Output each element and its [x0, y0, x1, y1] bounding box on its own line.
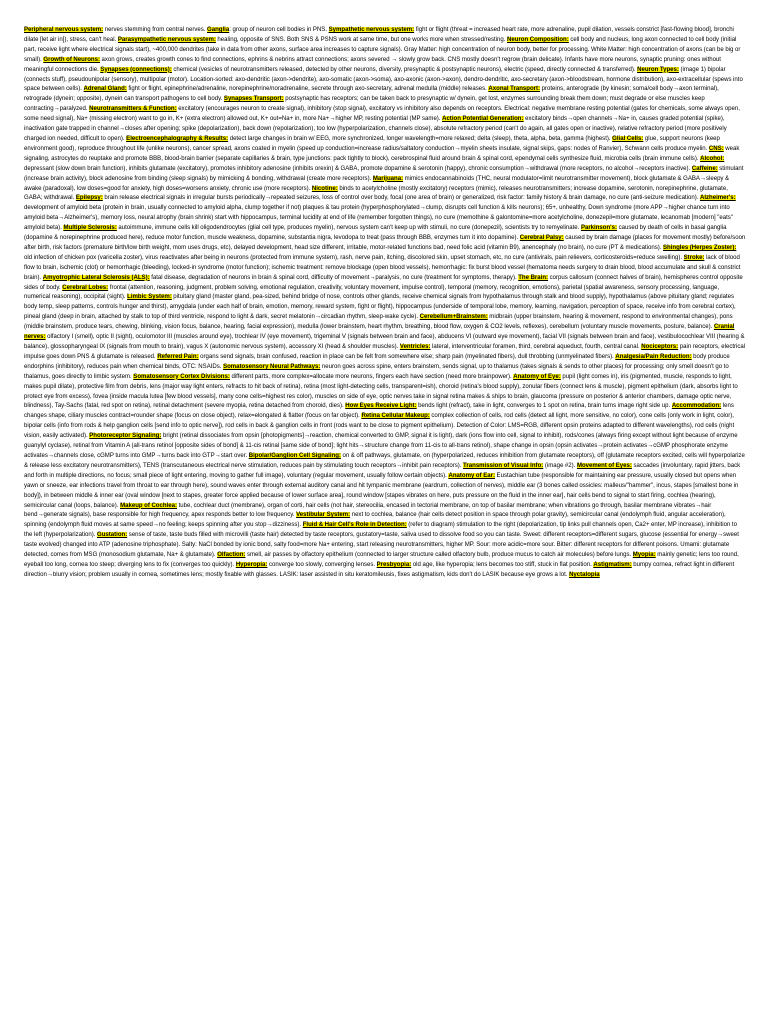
term-description: proteins, anterograde (by kinesin; soma/cell body→axon terminal), retrograde (dynein; opposite), dynein can transport pathogens to cell body.	[24, 86, 719, 103]
term-description: postsynaptic has receptors; can be taken back to presynaptic w/ dynein, get lost, enzymes surrounding break them down; must degrade or else muscles keep contracting→paralyzed.	[24, 96, 705, 113]
term-description: (image #2).	[543, 462, 577, 469]
term-description: corpus callosum (connect halves of brain), hemispheres control opposite sides of body.	[24, 274, 743, 291]
highlighted-term: Axonal Transport:	[488, 86, 541, 93]
highlighted-term: Adrenal Gland:	[83, 86, 127, 93]
term-description: nerves stemming from central nerves.	[103, 27, 208, 33]
term-description: glue, support neurons (keep environment good), reproduce throughout life (unlike neurons), cancer spread, axons coated in myelin (speed up conduction=increase radius/saltatory conduction→myelin sheets insulate, signal skips, gaps: nodes of Ranvier), Schwann cells produce myelin.	[24, 135, 720, 152]
highlighted-term: Ganglia	[207, 27, 230, 33]
highlighted-term: Olfaction:	[217, 552, 246, 559]
highlighted-term: Caffeine:	[691, 165, 718, 172]
highlighted-term: Epilepsy:	[75, 195, 103, 202]
term-description: frontal (attention, reasoning, judgment, problem solving, emotional regulation, creativity, voluntary movement, impulse control), temporal (memory, recognition, emotions), parietal (spatial awareness, sensory processing, language, numerical reasoning), occipital (sight).	[24, 284, 720, 301]
highlighted-term: Shingles (Herpes Zoster):	[663, 244, 737, 251]
term-description: olfactory I (smell), optic II (sight), oculomotor III (muscles around eye), trochlear IV (eye movement), trigeminal V (signals between brain and face), abducens VI (outward eye movement), facial VII (signals between brain and face), vestibulocochlear VIII (hearing & balance), glossopharyngeal IX (signals from mouth to brain), vagus X (autonomic nervous system), accessory XI (head & shoulder muscles).	[24, 334, 745, 350]
highlighted-term: Neuron Types:	[637, 66, 679, 73]
term-description: lens changes shape, ciliary muscles contract=rounder shape (focus on close object), relax=elongated & flatter (focus on far object).	[24, 403, 734, 420]
highlighted-term: Bipolar/Ganglion Cell Signaling:	[248, 452, 341, 459]
highlighted-term: Nociceptors:	[641, 344, 679, 350]
highlighted-term: Nicotine:	[311, 185, 338, 192]
highlighted-term: Action Potential Generation:	[442, 116, 524, 123]
highlighted-term: Parasympathetic nervous system:	[117, 36, 216, 43]
highlighted-term: Anatomy of Eye:	[513, 373, 561, 380]
term-description: (refer to diagram) stimulation to the right (depolarization, tip links pull channels open, Ca2+ enter, MP increase), inhibition to the left (hyperpolarization).	[24, 522, 737, 539]
term-description: caused by brain damage (places for movement mostly) before/soon after birth, risk factors (premature birth/low birth weight, mom uses drugs, etc), delayed development, head size different, irritable, motor-related functions bad, need folic acid (vitamin B9), anencephaly (no brain), no cure (PT & medications).	[24, 235, 746, 251]
term-description: (image 1) bipolar (connects stuff), pseudounipolar (sensory), multipolar (motor). Location-sorted: axo-dendritic (axon->dendrite), axo-somatic (axon->soma), axo-axonic (axon->axon), dendro-dendritic, axo-secretary (axon->bloodstream, hormone distribution), axo-extracellular (spews into space between cells).	[24, 66, 743, 93]
term-description: bumpy cornea, refract light in different direction→blurry vision; problem usually in cornea, sometimes lens; mostly fixable with glasses. LASIK: laser assisted in situ keratomileusis, fixes astigmatism, kids don't do LASIK because eye grows a lot.	[24, 561, 735, 578]
term-description: mimics endocannabinoids (THC, neural modulator=limit neurotransmitter movement), block glutamate & GABA→sleepy & awake (paradoxal), low doses=good for anxiety, high doses=worsens anxiety, chronic use (more receptors).	[24, 175, 730, 192]
highlighted-term: Cerebral Lobes:	[62, 284, 109, 291]
highlighted-term: Parkinson's:	[580, 225, 617, 232]
highlighted-term: Somatosensory Cortex Divisions:	[133, 373, 230, 380]
highlighted-term: Gustation:	[96, 532, 128, 539]
term-description: next to cochlea, balance (hair cells detect position in space through polar gravity), semicircular canal (endolymph fluid, angular acceleration), spinning (endolymph fluid moves at same speed→no feeling; keeps spinning after you stop→dizziness).	[24, 512, 726, 529]
term-description: axon grows, creates growth cones to find connections, ephrins & nebrins attract connections; axons severed → slowly grow back. CNS mostly doesn't regrow (brain delicate). Infants have more neurons, synaptic pruning: ones without meaningful connections die.	[24, 56, 721, 73]
term-description: development of amyloid beta (protein in brain, usually connected to amyloid alpha, clump together if not) plaques & tau protein (hyperphosphorylated→clump, disrupts cell function & kills neurons); 65+, unhealthy, Down syndrome (more APP→higher chance turn into amyloid beta→Alzheimer's), memory loss, neural atrophy (brain shrink) start with hippocampus, terminal lucidity at end of life (remember forgotten things), no cure (memothine & galontomine=more acetylcholine, donezepil=more glutamate, lecanomab [modern] "eats" amyloid beta).	[24, 205, 733, 232]
term-description: lateral, interventricular foramen, third, cerebral aqueduct, fourth, central canal.	[430, 344, 642, 350]
term-description: binds to acetylcholine (mostly excitatory) receptors (mimic), releases neurotransmitters; increase dopamine, serotonin, norepinephrine, glutamate, GABA; withdrawal.	[24, 185, 728, 202]
term-description: bends light (refract), take in light, converges to 1 spot on retina, brain turns image right side up.	[416, 403, 672, 410]
highlighted-term: Electroencephalography & Results:	[126, 135, 229, 142]
term-description: brain release electrical signals in irregular bursts periodically→repeated seizures, loss of control over body, focal (one area of brain) or generalized, risk factor: family history & brain damage, no cure (anti-seizure medication).	[102, 195, 700, 202]
highlighted-term: Cerebral Palsy:	[519, 235, 564, 242]
term-description: excitatory (encourages neuron to create signal), inhibitory (stop signal), excitatory vs inhibitory also depends on receptors. Electrical: negative membrane resting potential (gates for chemicals, some always open, some need signal), Na+ (missing electron) want to go in, K+ (extra electron) allowed out, K+ out=Na+ in, more Na+→higher MP, resting potential (MP same).	[24, 106, 740, 123]
highlighted-term: Cranial nerves:	[24, 324, 735, 341]
highlighted-term: Cerebellum+Brainstem:	[419, 314, 488, 321]
term-description: pupil (light comes in), iris (pigmented, muscle, responds to light, makes pupil dilate), protective film from debris, lens (major way light enters, refracts to hit back of retina), retina (most light-detecting cells, transparent=ish), choroid (retina's blood supply), zonular fibers (connect lens & muscle), pigment epithelium (dark, absorbs light to protect eye from excess), fovea (inside macula lutea [few blood vessels], many cone cells=highest res color), muscles on side of eye, optic nerves take in signal retina makes & ships to brain, glaucoma (pressure on posterior & anterior chambers, damage optic nerve, blindness), Tay-Sachs (fatal, red spot on retina), retinal detachment (severe myopia, retina detached from choroid, dies).	[24, 373, 738, 410]
highlighted-term: Myopia:	[632, 552, 656, 559]
term-description: converge too slowly, converging lenses.	[267, 561, 377, 568]
highlighted-term: Alzheimer's:	[699, 195, 736, 202]
highlighted-term: Presbyopia:	[376, 561, 412, 568]
term-description: neuron goes across spine, enters brainstem, sends signal, up to thalamus (takes signals & sends to other places) for processing; only smell doesn't go to thalamus, goes directly to limbic system.	[24, 363, 729, 380]
term-description: complex collection of cells, rod cells (detect all light, more sensitive, no color), cone cells (only work in light, color), bipolar cells (info from rods & help ganglion cells [send info to optic nerve]), rod cells in back & ganglion cells in front (rods want to be close to pigment epithelium). Detection of Color: LMS=RGB, different opsin proteins adapted to different wavelengths), rod cells (night vision, easily activated).	[24, 413, 735, 440]
term-description: fatal disease, degradation of neurons in brain & spinal cord, difficulty of movement→paralysis, no cure (treatment for symptoms, therapy).	[149, 274, 519, 281]
highlighted-term: Growth of Neurons:	[43, 56, 100, 63]
term-description: stimulant (increase brain activity), block adenosine from binding (sleep signals) by mimicking & bonding, withdrawal (create more receptors).	[24, 165, 744, 182]
highlighted-term: Synapses Transport:	[223, 96, 284, 103]
term-description: fight or flight, epinephrine/adrenaline, norepinephrine/noradrenaline, secrete through axo-secretary, adrenal medulla (middle) releases.	[126, 86, 489, 93]
term-description: healing, opposite of SNS. Both SNS & PSNS work at same time, but one works more when stressed/resting.	[215, 36, 508, 43]
highlighted-term: Glial Cells:	[612, 135, 644, 142]
term-description: detect large changes in brain w/ EEG, more synchronized, longer wavelength=more relaxed; delta (sleep), theta, alpha, beta, gamma (highest).	[228, 135, 613, 142]
term-description: saccades (involuntary, rapid jitters, back and forth in multiple directions, no focus; small piece of light entering, moving to gather full image), voluntary (regular movement, usually follow certain objects).	[24, 462, 741, 479]
term-description: smell, air passes by olfactory epithelium (connected to larger structure called olfactory bulb, produce mucus to catch air molecules) before lungs.	[245, 552, 633, 559]
highlighted-term: Somatosensory Neural Pathways:	[223, 363, 321, 370]
highlighted-term: Alcohol:	[700, 155, 725, 162]
term-description: tube, cochlear duct (membrane), organ of corti, hair cells (not hair, stereocilia, encased in tectorial membrane, on top of basilar membrane; when vibrations go through, basilar membrane vibrates→hair bend→generate signals), base responsible for high frequency, apex responds better to low frequency.	[24, 502, 712, 519]
term-description: pituitary gland (master gland, pea-sized, behind bridge of nose, controls other glands, receive chemical signals from hypothalamus through stalk and blood supply), hypothalamus (above pituitary gland; regulates body temp, sleep patterns, controls hunger and thirst), amygdala (under each half of brain, emotion, memory, reward system, fight or flight), hippocampus (underside of temporal lobe, memory, learning, navigation, perception of space, receive info from cerebral cortex), pineal gland (deep in brain, attached by stalk to top of third ventricle, respond to light & dark, secret melatonin→circadian rhythm, sleep-wake cycle).	[24, 294, 736, 321]
highlighted-term: Referred Pain:	[157, 353, 199, 360]
term-description: midbrain (upper brainstem, hearing & movement, respond to environmental changes), pons (middle brainstem, produce tears, chewing, blinking, vision focus, balance, hearing, facial expression), medulla (lower brainstem, heart rhythm, breathing, blood flow, oxygen & CO2 levels, reflexes), cerebellum (voluntary muscle movements, posture, balance).	[24, 314, 733, 331]
highlighted-term: Ventricles:	[399, 344, 431, 350]
term-description: mainly genetic; lens too round, eyeball too long, cornea too steep; diverging lens to fix (converges too quickly).	[24, 552, 739, 568]
highlighted-term: Sympathetic nervous system:	[328, 27, 415, 33]
highlighted-term: Marijuana:	[372, 175, 404, 182]
highlighted-term: The Brain:	[518, 274, 549, 281]
highlighted-term: Photoreceptor Signaling:	[89, 433, 162, 440]
term-description: bright (retinal dissociates from opsin [photopigments]→reaction, chemical converted to GMP, signal it is light), dark (ions flow into cell, signal to inhibit), rods/cones (always firing except without light because of enzyme guanylyl cyclase), retinal from Vitamin A (all-trans retinol [opposite sides of bond] & 11-cis retinal [same side of bond]; light hits→structure change from 11-cis to all-trans retinol), shape change in opsin (opsin activates→protein activates→cGMP phosphorate enzyme activates→channels close, cGMP turns into GMP→turns back into GTP→start over.	[24, 433, 738, 459]
highlighted-term: Fluid & Hair Cell's Role in Detection:	[302, 522, 407, 529]
term-description: cell body and nucleus, long axon connected to cell body (initial part, receive light where electrical signals start), ~400,000 dendrites (take in data from other axons, surface area increases to capture signals). Gray Matter: high concentration of neuron body, better for processing. White Matter: high concentration of axons (can be big or small).	[24, 36, 741, 63]
highlighted-term: Accommodation:	[671, 403, 722, 410]
highlighted-term: Vestibular System:	[296, 512, 351, 519]
highlighted-term: Anatomy of Ear:	[448, 472, 495, 479]
term-description: organs send signals, brain confused, reaction in place can be felt from somewhere else; sharp pain (myelinated fibers), dull throbbing (unmyelinated fibers).	[198, 353, 616, 360]
term-description: old age, like hyperopia; lens becomes too stiff, stuck in flat position.	[411, 561, 594, 568]
highlighted-term: Makeup of Cochlea:	[120, 502, 177, 509]
term-description: lack of blood flow to brain, ischemic (clot) or hemorrhagic (bleeding), locked-in syndrome (motor function); ischemic treatment: remove blockage (open blood vessels), hemorrhagic: fix burst blood vessel (hematoma needs surgery to drain blood, blood accumulate and skull & constrict brain).	[24, 254, 741, 281]
term-description: : group of neuron cell bodies in PNS.	[229, 27, 329, 33]
highlighted-term: Analgesia/Pain Reduction:	[615, 353, 692, 360]
term-description: different parts, more complex=allocate more neurons, fingers each have section (need more brainpower).	[229, 373, 514, 380]
term-description: chemical (vesicles of neurotransmitters released, detected by other neurons, diversity, presynaptic & postsynaptic neurons), electric (speed, directly connected & transferred).	[171, 66, 638, 73]
highlighted-term: Neuron Composition:	[507, 36, 569, 43]
study-notes-body	[24, 26, 746, 581]
highlighted-term: Amyotrophic Lateral Sclerosis (ALS):	[42, 274, 150, 281]
highlighted-term: Movement of Eyes:	[576, 462, 632, 469]
highlighted-term: Astigmatism:	[593, 561, 632, 568]
term-description: body produce endorphins (inhibitory), reduces pain when chemical binds, OTC: NSAIDs.	[24, 353, 730, 370]
highlighted-term: Limbic System:	[127, 294, 172, 301]
highlighted-term: Retina Cellular Makeup:	[361, 413, 430, 420]
highlighted-term: Nyctalopia	[569, 571, 600, 578]
highlighted-term: Hyperopia:	[235, 561, 268, 568]
highlighted-term: Stroke:	[683, 254, 705, 261]
term-description: excitatory binds→open channels→Na+ in, causes graded potential (spike), inactivation gate trapped in channel→closes after opening; spike (depolarization), back down (repolarization), too low (hyperpolarization, channels close), absolute refractory period (can't do again, all gates open or inactive), relative refractory period (more positively charged ion needed, difficult to open).	[24, 116, 727, 142]
highlighted-term: Peripheral nervous system:	[24, 27, 104, 33]
term-description: depressant (slow down brain function), inhibits glutamate (excitatory), promotes inhibitory adenosine (inhibits orexin) & GABA, promote dopamine & serotonin (happy), chronic consumption→withdrawal (more receptors, no alcohol→receptors inactive).	[24, 165, 692, 172]
highlighted-term: Transmission of Visual Info:	[463, 462, 544, 469]
highlighted-term: CNS:	[708, 145, 724, 152]
term-description: fight or flight (threat = increased heart rate, more adrenaline, pupil dilation, vessels constrict [fast-flowing blood], bronchi dilate [let air in]), stress, can't heal.	[24, 27, 734, 43]
term-description: autoimmune, immune cells kill oligodendrocytes (glial cell type, produces myelin), nervous system can't keep up with stimuli, no cure (donepezil), scientists try to remyelinate.	[116, 225, 581, 232]
term-description: weak signaling, astrocytes do reuptake and promote BBB, blood-brain barrier (separate capillaries & brain, type junctions: pack tightly to block), cerebrospinal fluid around brain & spinal cord, ependymal cells synthesize fluid, microbia cells (brain immune cells).	[24, 145, 740, 162]
highlighted-term: Multiple Sclerosis:	[63, 225, 117, 232]
highlighted-term: Neurotransmitters & Function:	[89, 106, 177, 113]
term-description: sense of taste, taste buds filled with microvilli (taste hair) detected by taste receptors, gustatory=taste, saliva used to dissolve food so you can taste. Sweet: different receptors=different sugars, glucose (essential for energy→sweet taste evolved) changed into ATP (adenosine triphosphate). Salty: NaCl bonded by ionic bond, salty food=more Na+ entering, start releasing neurotransmitters, higher MP. Sour: more acidic=more sour. Bitter: different receptors for different poisons. Umami: glutamate detected, comes from MSG (monosodium glutamate, Na+ & glutamate).	[24, 532, 739, 559]
term-description: old infection of chicken pox (varicella zoster), virus reactivates after being in neurons (protected from immune system), rash, nerve pain, itching, discolored skin, upset stomach, etc, no cure (antivirals, pain relievers, corticosteroids=reduce swelling).	[24, 254, 684, 261]
term-description: Eustachian tube (responsible for maintaining ear pressure, usually closed but opens when yawn or sneeze, ear infections travel from throat to ear through here), sound waves enter through external auditory canal and hit tympanic membrane (eardrum, collection of nerves), middle ear (3 bones called ossicles: malleus/"hammer", incus, stapes [smallest bone in body]), in between middle & inner ear (oval window [next to stapes, greater force applied because of lower surface area], round window [stapes vibrates on here, puts pressure on the fluid in the inner ear], hair cells bend to signal to start firing, cochlea (hearing), semicircular canal (loops, balance).	[24, 472, 739, 509]
highlighted-term: How Eyes Receive Light:	[345, 403, 417, 410]
term-description: caused by death of cells in basal ganglia (dopamine & norepinephrine produced here), reduce motor function, muscle weakness, dopamine, substantia nigra, levodopa to treat (pass through BBB, enzymes turn it into dopamine).	[24, 225, 727, 242]
highlighted-term: Synapses (connections):	[100, 66, 172, 73]
term-description: on & off pathways, glutamate, on (hyperpolarized, reduces inhibition from glutamate receptors), off (glutamate receptors excited, cells will hyperpolarize & release less excitatory neurotransmitters), TENS (transcutaneous electrical nerve stimulation, reduces pain by stimulating touch receptors→inhibit pain receptors).	[24, 452, 745, 469]
term-description: pain receptors, electrical impulse goes down PNS & glutamate is released.	[24, 344, 746, 360]
